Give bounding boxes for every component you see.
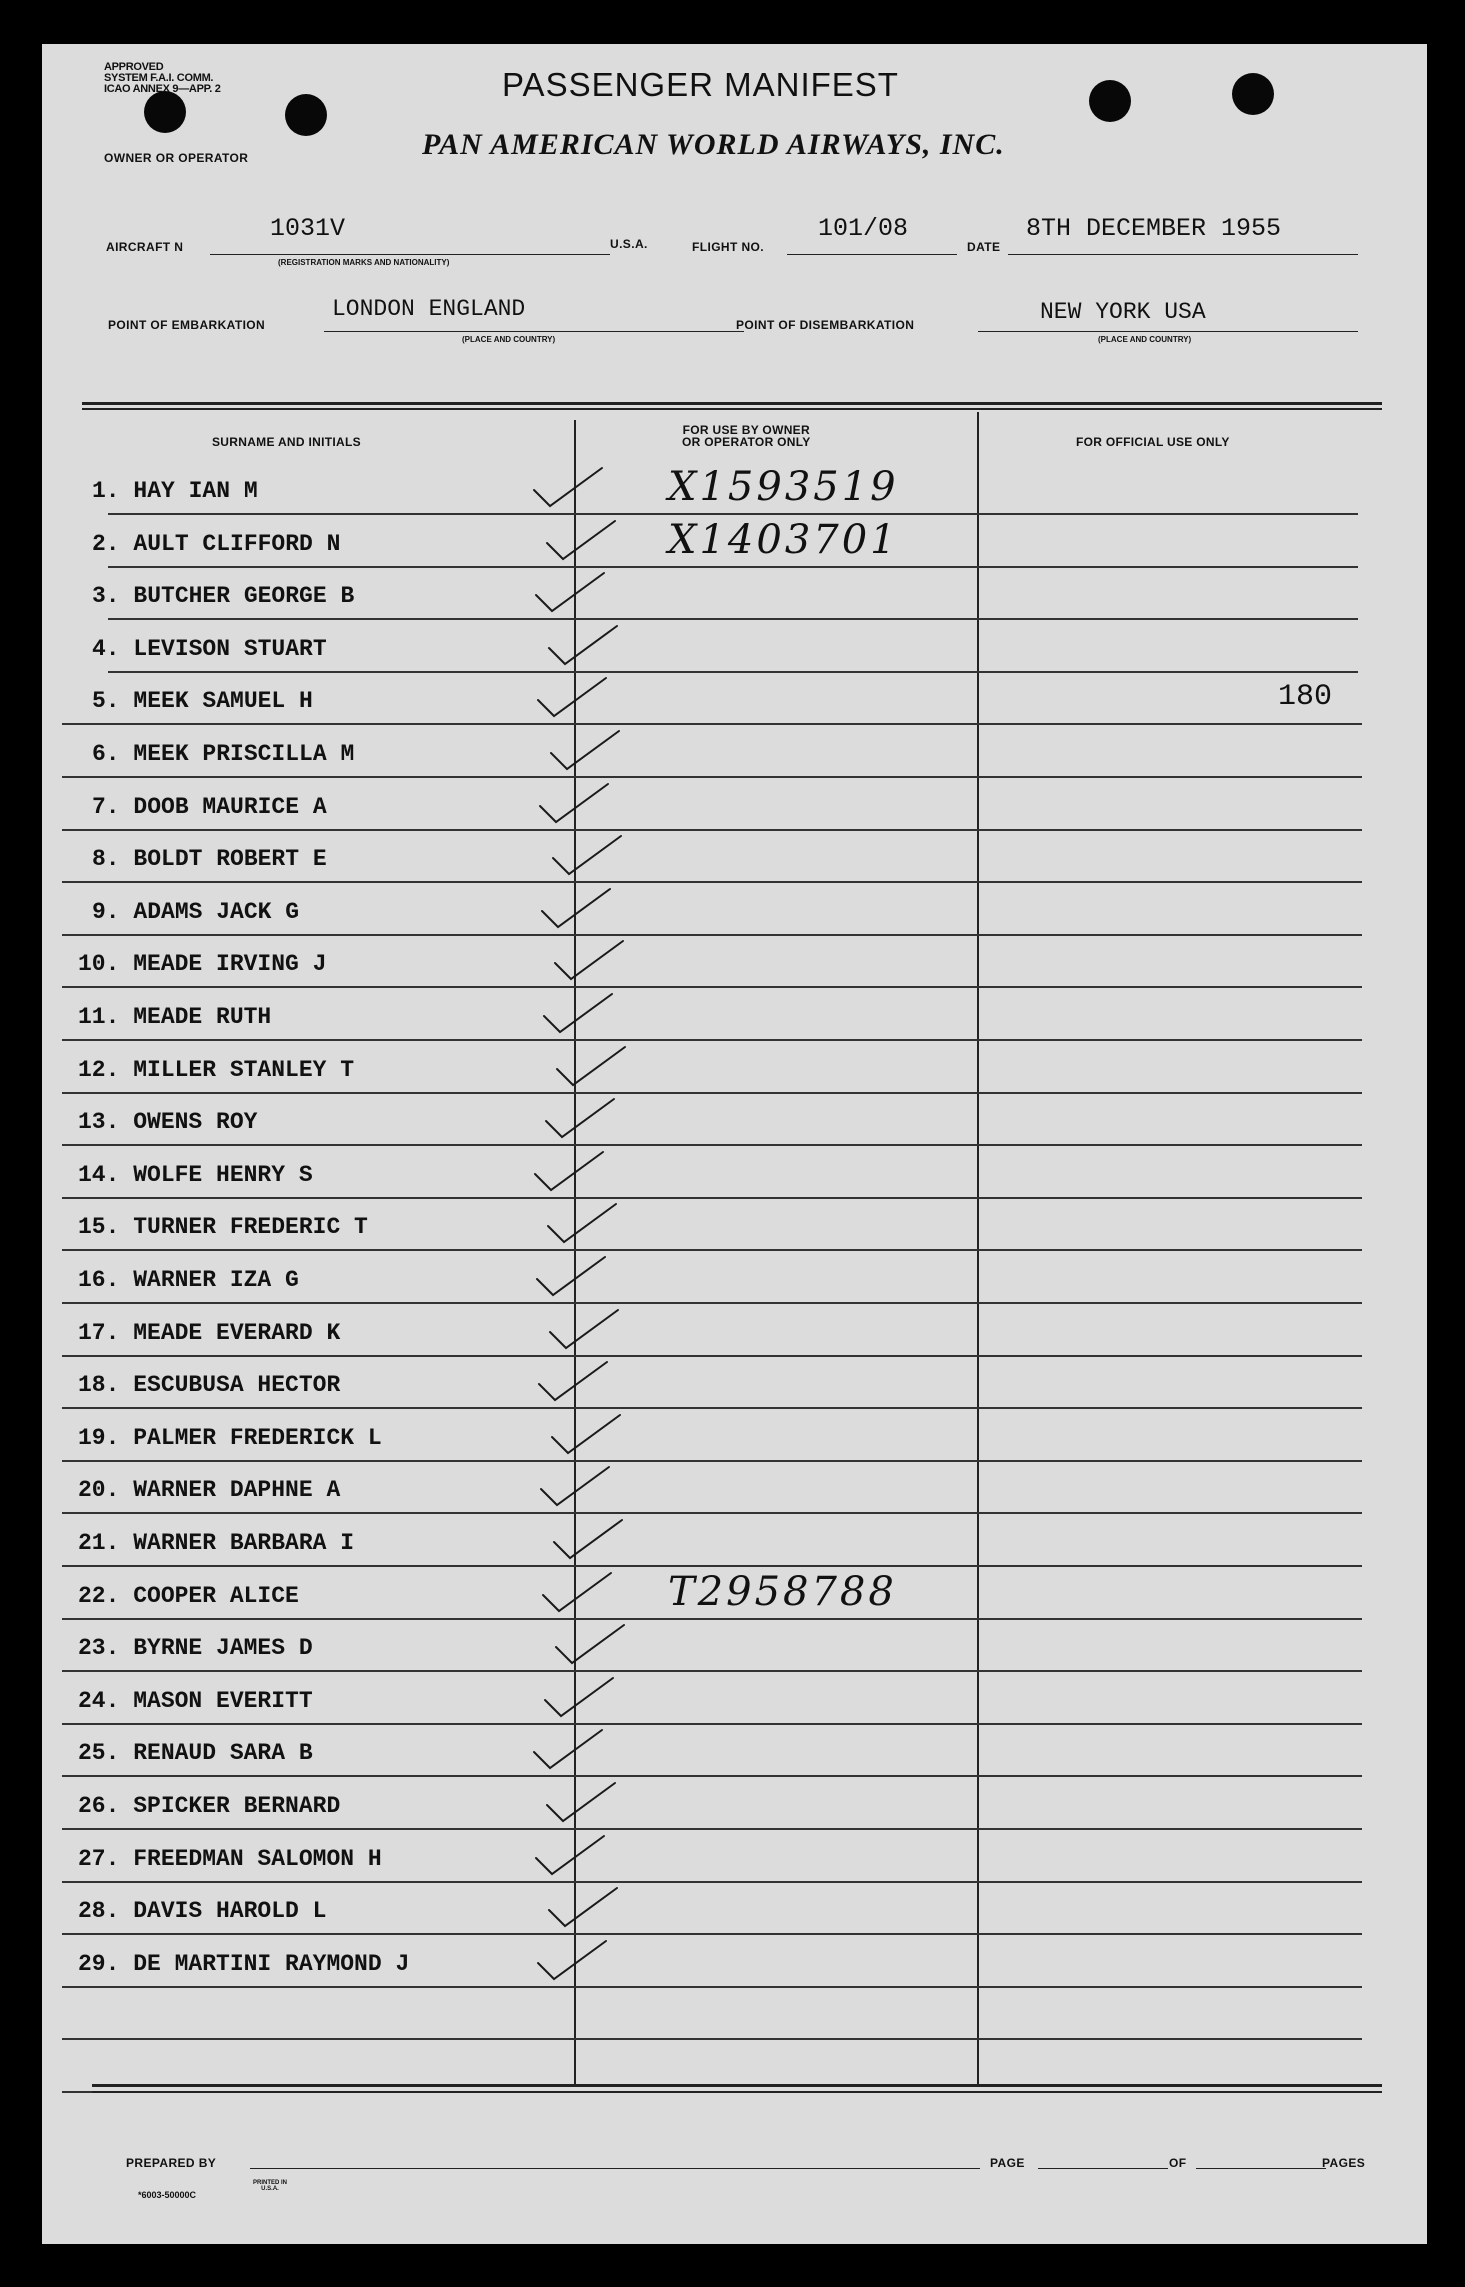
passenger-name: 7. DOOB MAURICE A [92, 793, 327, 820]
column-header-official: FOR OFFICIAL USE ONLY [1076, 435, 1230, 449]
row-rule [108, 566, 1358, 568]
approved-line-3: ICAO ANNEX 9—APP. 2 [104, 83, 221, 95]
check-mark-icon [548, 1508, 638, 1568]
page-line [1038, 2168, 1168, 2169]
check-mark-icon [543, 614, 633, 674]
passenger-name: 11. MEADE RUTH [78, 1004, 272, 1030]
row-rule [62, 1828, 1362, 1830]
punch-hole-left [144, 91, 186, 133]
column-header-owner-line-2: OR OPERATOR ONLY [682, 435, 811, 449]
check-mark-icon [541, 1771, 631, 1831]
row-rule [62, 1512, 1362, 1514]
row-rule [62, 1881, 1362, 1883]
check-mark-icon [530, 561, 620, 621]
row-rule [62, 723, 1362, 725]
check-mark-icon [549, 929, 639, 989]
date-label: DATE [967, 240, 1001, 254]
row-rule [62, 1933, 1362, 1935]
passenger-name: 28. DAVIS HAROLD L [78, 1898, 327, 1925]
check-mark-icon [540, 1087, 630, 1147]
of-label: OF [1169, 2156, 1187, 2170]
check-mark-icon [545, 719, 635, 779]
check-mark-icon [538, 982, 628, 1042]
embark-value: LONDON ENGLAND [332, 296, 526, 322]
passenger-name: 2. AULT CLIFFORD N [92, 530, 341, 557]
prepared-by-line [250, 2168, 980, 2169]
prepared-by-label: PREPARED BY [126, 2156, 217, 2170]
passenger-name: 3. BUTCHER GEORGE B [92, 583, 355, 610]
passenger-name: 1. HAY IAN M [92, 478, 258, 504]
printed-mark: PRINTED IN U.S.A. [252, 2180, 287, 2192]
disembark-label: POINT OF DISEMBARKATION [736, 318, 915, 332]
punch-hole-right [1089, 80, 1131, 122]
country-label: U.S.A. [610, 237, 648, 251]
row-rule [62, 1407, 1362, 1409]
row-rule [62, 776, 1362, 778]
row-rule [62, 986, 1362, 988]
check-mark-icon [546, 1403, 636, 1463]
owner-note: X1593519 [668, 464, 899, 510]
row-rule [62, 1197, 1362, 1199]
owner-note: T2958788 [668, 1568, 897, 1615]
row-rule [62, 1565, 1362, 1567]
page-label: PAGE [990, 2156, 1025, 2170]
passenger-name: 24. MASON EVERITT [78, 1687, 313, 1714]
passenger-name: 19. PALMER FREDERICK L [78, 1424, 382, 1451]
table-bottom-rule-2 [92, 2091, 1382, 2093]
official-entry: 180 [1278, 680, 1333, 715]
check-mark-icon [535, 1455, 625, 1515]
passenger-name: 13. OWENS ROY [78, 1109, 258, 1136]
check-mark-icon [528, 1718, 618, 1778]
passenger-name: 17. MEADE EVERARD K [78, 1319, 341, 1346]
punch-hole-left-2 [285, 94, 327, 136]
date-underline [1008, 254, 1358, 255]
check-mark-icon [543, 1876, 633, 1936]
check-mark-icon [539, 1666, 629, 1726]
check-mark-icon [534, 772, 624, 832]
flight-value: 101/08 [818, 214, 909, 243]
flight-label: FLIGHT NO. [692, 240, 764, 254]
passenger-name: 22. COOPER ALICE [78, 1582, 299, 1609]
of-line [1196, 2168, 1326, 2169]
row-rule [62, 1670, 1362, 1672]
page-title: PASSENGER MANIFEST [502, 66, 899, 103]
passenger-name: 12. MILLER STANLEY T [78, 1056, 355, 1083]
passenger-name: 20. WARNER DAPHNE A [78, 1477, 341, 1504]
check-mark-icon [530, 1824, 620, 1884]
passenger-name: 5. MEEK SAMUEL H [92, 688, 313, 715]
form-number: *6003-50000C [138, 2190, 197, 2200]
column-header-names: SURNAME AND INITIALS [212, 435, 361, 449]
check-mark-icon [528, 456, 618, 516]
check-mark-icon [532, 666, 622, 726]
passenger-name: 18. ESCUBUSA HECTOR [78, 1372, 341, 1399]
check-mark-icon [536, 877, 626, 937]
airline-name: PAN AMERICAN WORLD AIRWAYS, INC. [422, 128, 1005, 161]
approval-stamp [104, 62, 221, 95]
row-rule [62, 1460, 1362, 1462]
passenger-name: 26. SPICKER BERNARD [78, 1793, 341, 1819]
approved-line-1: APPROVED [104, 61, 164, 73]
check-mark-icon [537, 1561, 627, 1621]
passenger-name: 10. MEADE IRVING J [78, 951, 327, 978]
row-rule [62, 1249, 1362, 1251]
check-mark-icon [541, 509, 631, 569]
row-rule [62, 1302, 1362, 1304]
aircraft-underline [210, 254, 610, 255]
check-mark-icon [544, 1298, 634, 1358]
row-rule [62, 1986, 1362, 1988]
passenger-name: 9. ADAMS JACK G [92, 898, 300, 925]
owner-note: X1403701 [668, 516, 899, 563]
passenger-name: 4. LEVISON STUART [92, 635, 327, 662]
row-rule [62, 1723, 1362, 1725]
check-mark-icon [550, 1613, 640, 1673]
passenger-name: 6. MEEK PRISCILLA M [92, 741, 355, 767]
check-mark-icon [529, 1140, 619, 1200]
column-header-owner-line-1: FOR USE BY OWNER [682, 423, 810, 437]
disembark-caption: (PLACE AND COUNTRY) [1098, 335, 1192, 344]
passenger-name: 23. BYRNE JAMES D [78, 1635, 313, 1662]
passenger-name: 25. RENAUD SARA B [78, 1740, 313, 1767]
aircraft-value: 1031V [270, 214, 346, 243]
check-mark-icon [531, 1245, 621, 1305]
passenger-name: 27. FREEDMAN SALOMON H [78, 1845, 382, 1872]
manifest-sheet [42, 44, 1427, 2244]
embark-underline [324, 331, 744, 332]
check-mark-icon [547, 824, 637, 884]
check-mark-icon [533, 1350, 623, 1410]
row-rule [108, 513, 1358, 515]
row-rule [62, 829, 1362, 831]
aircraft-label: AIRCRAFT N [106, 240, 184, 254]
passenger-name: 16. WARNER IZA G [78, 1267, 299, 1293]
flight-underline [787, 254, 957, 255]
row-rule [62, 1618, 1362, 1620]
owner-label: OWNER OR OPERATOR [104, 151, 249, 165]
row-rule [62, 1092, 1362, 1094]
pages-label: PAGES [1322, 2156, 1366, 2170]
embark-label: POINT OF EMBARKATION [108, 318, 266, 332]
approved-line-2: SYSTEM F.A.I. COMM. [104, 72, 214, 84]
row-rule [62, 1039, 1362, 1041]
row-rule [62, 1355, 1362, 1357]
disembark-underline [978, 331, 1358, 332]
disembark-value: NEW YORK USA [1040, 299, 1206, 325]
embark-caption: (PLACE AND COUNTRY) [462, 335, 556, 344]
passenger-name: 21. WARNER BARBARA I [78, 1530, 355, 1556]
check-mark-icon [542, 1192, 632, 1252]
row-rule [62, 881, 1362, 883]
row-rule [108, 618, 1358, 620]
column-header-owner [682, 424, 811, 448]
passenger-name: 15. TURNER FREDERIC T [78, 1214, 368, 1241]
check-mark-icon [551, 1035, 641, 1095]
punch-hole-right-2 [1232, 73, 1274, 115]
table-top-rule [82, 402, 1382, 405]
table-bottom-rule [92, 2084, 1382, 2087]
check-mark-icon [532, 1929, 622, 1989]
row-rule [62, 934, 1362, 936]
row-rule [62, 1775, 1362, 1777]
passenger-name: 14. WOLFE HENRY S [78, 1161, 313, 1188]
row-rule [62, 1144, 1362, 1146]
table-top-rule-2 [82, 408, 1382, 410]
aircraft-caption: (REGISTRATION MARKS AND NATIONALITY) [278, 258, 450, 267]
passenger-name: 8. BOLDT ROBERT E [92, 846, 327, 873]
passenger-name: 29. DE MARTINI RAYMOND J [78, 1950, 410, 1977]
row-rule [62, 2038, 1362, 2040]
date-value: 8TH DECEMBER 1955 [1026, 214, 1282, 243]
row-rule [108, 671, 1358, 673]
